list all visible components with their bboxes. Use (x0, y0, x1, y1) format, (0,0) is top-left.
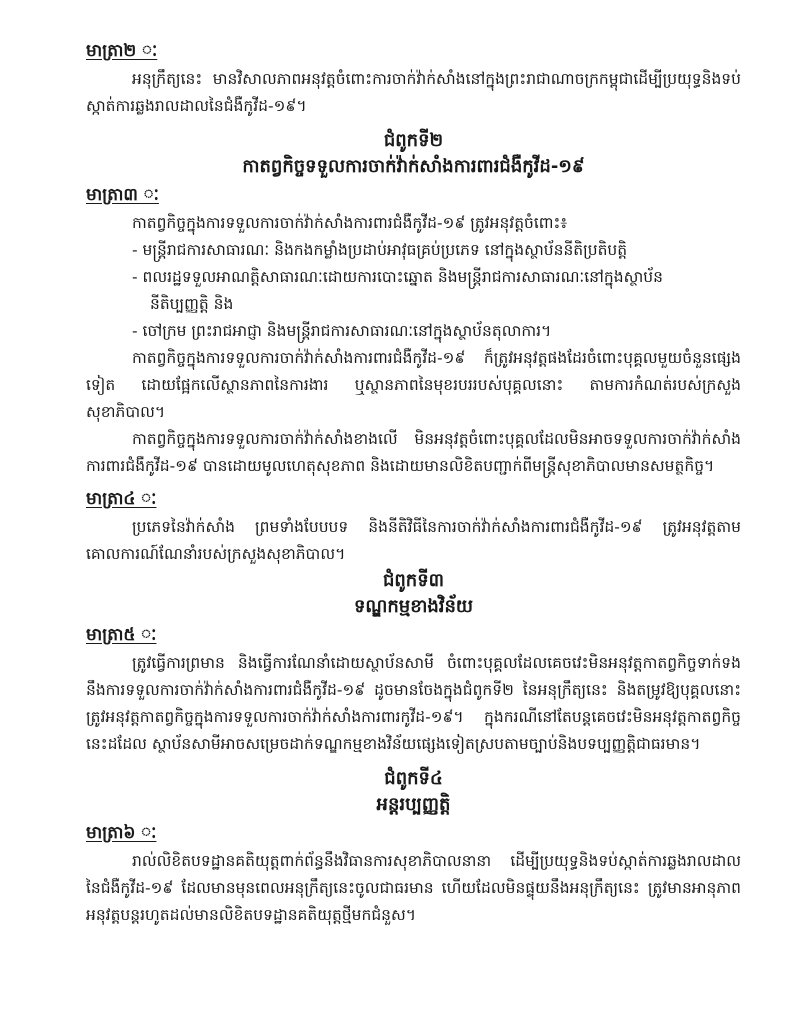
chapter-4-number: ជំពូកទី៤ (384, 768, 443, 789)
article-3-bullet-2-continued: នីតិប្បញ្ញត្តិ និង (150, 295, 234, 313)
article-3-intro: កាតព្វកិច្ចក្នុងការទទួលការចាក់វ៉ាក់សាំងការពារជំងឺកូវីដ-១៩ ត្រូវអនុវត្តចំពោះ៖ (132, 214, 568, 232)
chapter-4-title: អន្តរប្បញ្ញត្តិ (376, 794, 451, 815)
chapter-2-number: ជំពូកទី២ (383, 130, 444, 151)
article-2-heading: មាត្រា២ ៈ (86, 41, 158, 61)
article-3-heading: មាត្រា៣ ៈ (86, 185, 159, 205)
article-5-paragraph: ត្រូវធ្វើការព្រមាន និងធ្វើការណែនាំដោយស្ថាប័នសាមី ចំពោះបុគ្គលដែលគេចវេះមិនអនុវត្តកាតព្វកិច្ចទាក់ទងនឹងការទទួលការចាក់វ៉ាក់សាំងការពារជំងឺកូវីដ-១៩ ដូចមានចែងក្នុងជំពូកទី២ នៃអនុក្រឹត្យនេះ និងតម្រូវឱ្យបុគ្គលនោះត្រូវអនុវត្តកាតព្វកិច្ចក្នុងការទទួលការចាក់វ៉ាក់សាំងការពារកូវីដ-១៩។ ក្នុងករណីនៅតែបន្តគេចវេះមិនអនុវត្តកាតព្វកិច្ចនេះដដែល ស្ថាប័នសាមីអាចសម្រេចដាក់ទណ្ឌកម្មខាងវិន័យផ្សេងទៀតស្របតាមច្បាប់និងបទប្បញ្ញត្តិជាធរមាន។ (86, 654, 741, 753)
article-4-heading: មាត្រា៤ ៈ (86, 489, 157, 509)
chapter-2-title: កាតព្វកិច្ចទទួលការចាក់វ៉ាក់សាំងការពារជំងឺកូវីដ-១៩ (242, 156, 585, 177)
article-2-paragraph: អនុក្រឹត្យនេះ មានវិសាលភាពអនុវត្តចំពោះការចាក់វ៉ាក់សាំងនៅក្នុងព្រះរាជាណាចក្រកម្ពុជាដើម្បីប្រយុទ្ធនិងទប់ស្កាត់ការឆ្លងរាលដាលនៃជំងឺកូវីដ-១៩។ (86, 70, 741, 115)
article-6-heading: មាត្រា៦ ៈ (86, 823, 157, 843)
article-3-bullet-1: - មន្ត្រីរាជការសាធារណៈ និងកងកម្លាំងប្រដាប់អាវុធគ្រប់ប្រភេទ នៅក្នុងស្ថាប័ននីតិប្រតិបត្តិ (132, 241, 628, 259)
article-3-paragraph-2: កាតព្វកិច្ចក្នុងការទទួលការចាក់វ៉ាក់សាំងការពារជំងឺកូវីដ-១៩ ក៏ត្រូវអនុវត្តផងដែរចំពោះបុគ្គលមួយចំនួនផ្សេងទៀត ដោយផ្អែកលើស្ថានភាពនៃការងារ ឬស្ថានភាពនៃមុខរបររបស់បុគ្គលនោះ តាមការកំណត់របស់ក្រសួងសុខាភិបាល។ (86, 349, 741, 421)
article-5-heading: មាត្រា៥ ៈ (86, 625, 157, 645)
chapter-3-number: ជំពូកទី៣ (382, 570, 445, 591)
article-3-bullet-2: - ពលរដ្ឋទទួលអាណត្តិសាធារណៈដោយការបោះឆ្នោត និងមន្ត្រីរាជការសាធារណៈនៅក្នុងស្ថាប័ន (132, 268, 663, 286)
article-3-bullet-3: - ចៅក្រម ព្រះរាជអាជ្ញា និងមន្ត្រីរាជការសាធារណៈនៅក្នុងស្ថាប័នតុលាការ។ (132, 322, 552, 340)
article-4-paragraph: ប្រភេទនៃវ៉ាក់សាំង ព្រមទាំងបែបបទ និងនីតិវិធីនៃការចាក់វ៉ាក់សាំងការពារជំងឺកូវីដ-១៩ ត្រូវអនុវត្តតាមគោលការណ៍ណែនាំរបស់ក្រសួងសុខាភិបាល។ (86, 518, 741, 563)
chapter-3-title: ទណ្ឌកម្មខាងវិន័យ (353, 596, 474, 617)
article-3-paragraph-3: កាតព្វកិច្ចក្នុងការទទួលការចាក់វ៉ាក់សាំងខាងលើ មិនអនុវត្តចំពោះបុគ្គលដែលមិនអាចទទួលការចាក់វ៉ាក់សាំងការពារជំងឺកូវីដ-១៩ បានដោយមូលហេតុសុខភាព និងដោយមានលិខិតបញ្ជាក់ពីមន្ត្រីសុខាភិបាលមានសមត្ថកិច្ច។ (86, 430, 741, 475)
article-6-paragraph: រាល់លិខិតបទដ្ឋានគតិយុត្តពាក់ព័ន្ធនឹងវិធានការសុខាភិបាលនានា ដើម្បីប្រយុទ្ធនិងទប់ស្កាត់ការឆ្លងរាលដាលនៃជំងឺកូវីដ-១៩ ដែលមានមុនពេលអនុក្រឹត្យនេះចូលជាធរមាន ហើយដែលមិនផ្ទុយនឹងអនុក្រឹត្យនេះ ត្រូវមានអានុភាពអនុវត្តបន្តរហូតដល់មានលិខិតបទដ្ឋានគតិយុត្តថ្មីមកជំនួស។ (86, 852, 741, 924)
